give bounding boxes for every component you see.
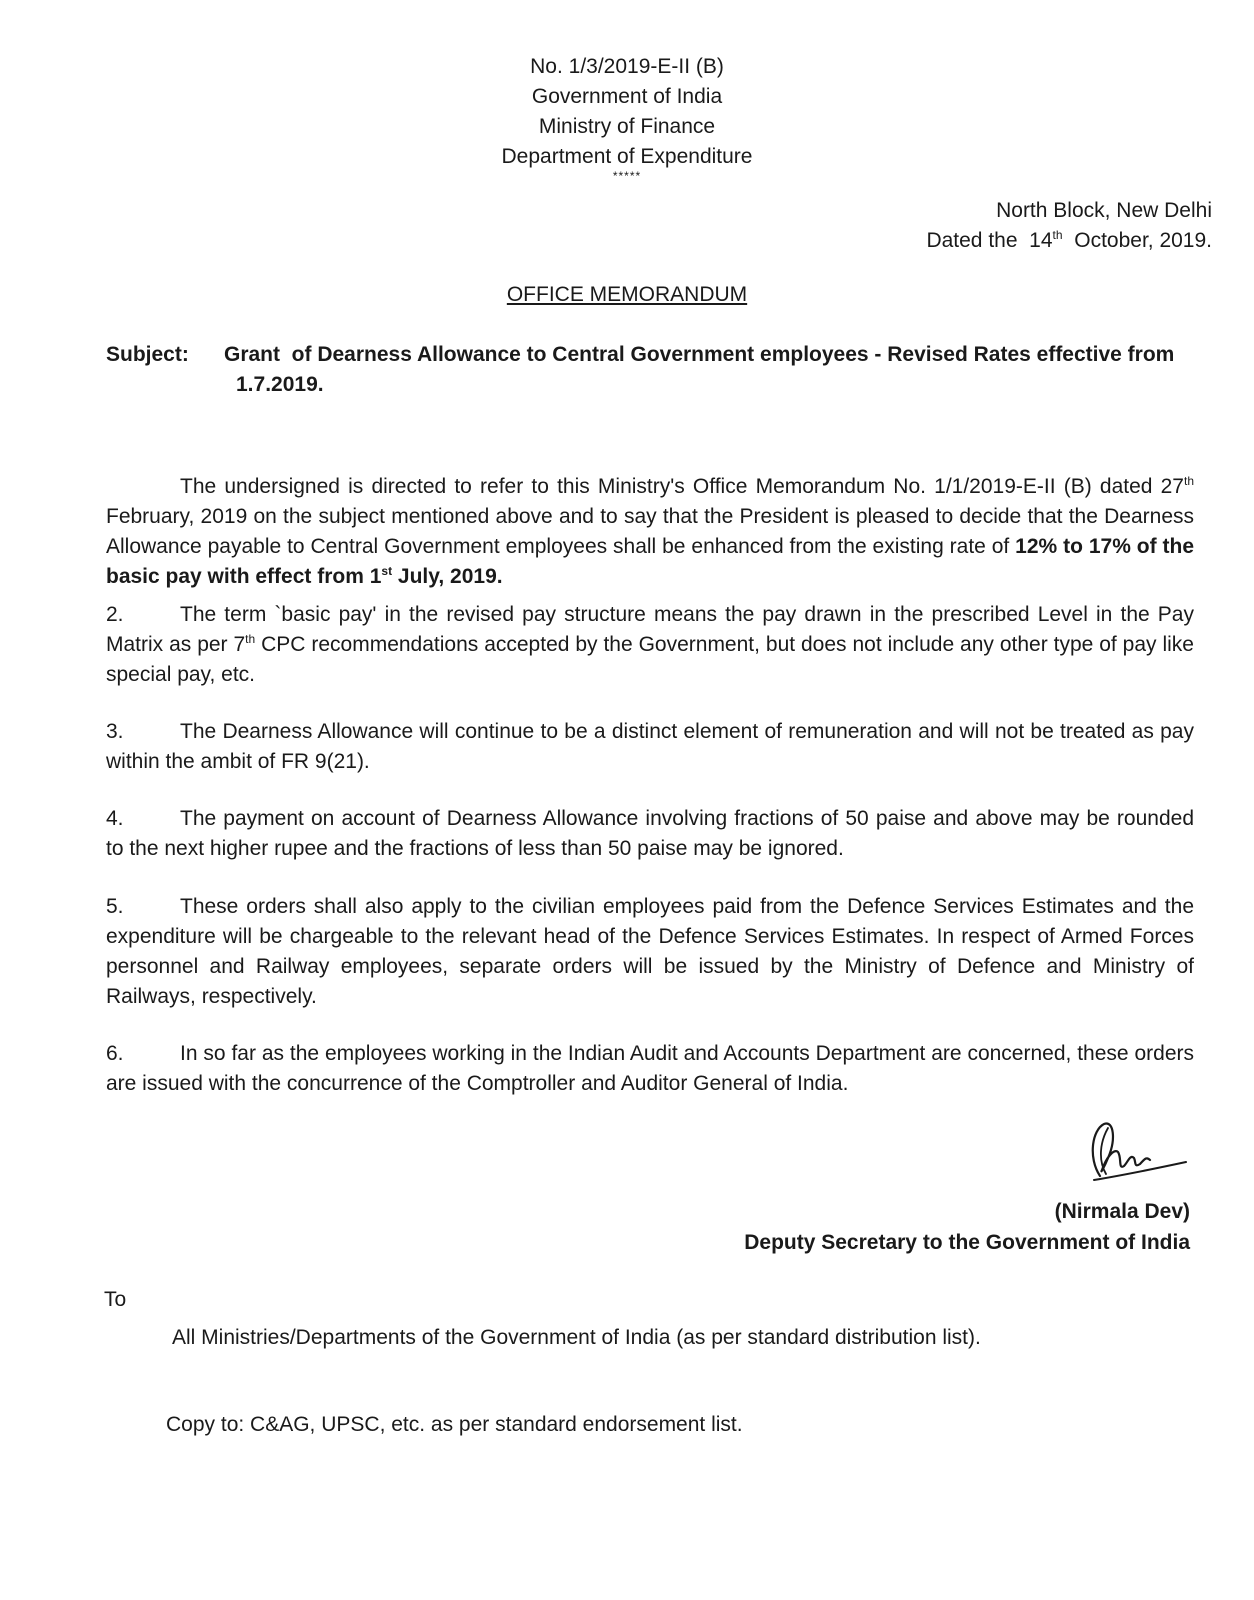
paragraph-2-part1: The term `basic pay' in the revised pay structure means the pay drawn in the prescribed Level in the Pay Matrix as per 7: [106, 603, 1194, 656]
government-name: Government of India: [531, 85, 723, 108]
paragraph-6: [106, 1039, 1194, 1099]
paragraph-1: [106, 472, 1194, 592]
paragraph-4: [106, 804, 1194, 864]
paragraph-2: [106, 600, 1194, 690]
recipients-list: All Ministries/Departments of the Government of India (as per standard distribution list).: [172, 1326, 981, 1349]
date-prefix: Dated the 14: [926, 229, 1053, 252]
memo-date: [926, 226, 1212, 256]
signature: [1078, 1118, 1198, 1190]
date-suffix: th: [1052, 228, 1063, 242]
paragraph-6-text: In so far as the employees working in the Indian Audit and Accounts Department are concerned, these orders are issued with the concurrence of the Comptroller and Auditor General of India.: [106, 1042, 1194, 1095]
paragraph-6-number: 6.: [106, 1042, 124, 1065]
department-name: Department of Expenditure: [501, 145, 753, 168]
paragraph-3: [106, 717, 1194, 777]
paragraph-5-text: These orders shall also apply to the civilian employees paid from the Defence Services Estimates and the expenditure will be chargeable to the relevant head of the Defence Services Estimates. In respect of Armed Forces personnel and Railway employees, separate orders will be issued by the Ministry of Defence and Ministry of Railways, respectively.: [106, 895, 1194, 1008]
paragraph-2-sup: th: [245, 632, 256, 646]
paragraph-5: [106, 892, 1194, 1012]
signatory-name: (Nirmala Dev): [1054, 1200, 1190, 1223]
date-rest: October, 2019.: [1062, 229, 1212, 252]
paragraph-3-number: 3.: [106, 720, 124, 743]
paragraph-5-number: 5.: [106, 895, 124, 918]
subject-block: [106, 340, 1196, 400]
memo-number: No. 1/3/2019-E-II (B): [530, 55, 724, 78]
signatory-designation: Deputy Secretary to the Government of India: [744, 1231, 1190, 1254]
paragraph-1-bold1: 12% to 17% of the basic pay with effect from 1: [106, 535, 1194, 588]
paragraph-1-sup2: st: [381, 564, 393, 578]
paragraph-1-part1: The undersigned is directed to refer to this Ministry's Office Memorandum No. 1/1/2019-E-II (B) dated 27: [180, 475, 1184, 498]
subject-label: Subject:: [106, 343, 189, 366]
header-separator: *****: [612, 169, 642, 183]
place-date-block: [926, 196, 1212, 256]
signatory-block: [744, 1196, 1190, 1258]
paragraph-2-part2: CPC recommendations accepted by the Government, but does not include any other type of pay like special pay, etc.: [106, 633, 1194, 686]
paragraph-1-part2: February, 2019 on the subject mentioned above and to say that the President is pleased to decide that the Dearness Allowance payable to Central Government employees shall be enhanced from the existing rate of: [106, 505, 1194, 558]
memo-title: OFFICE MEMORANDUM: [506, 283, 748, 306]
place: North Block, New Delhi: [996, 199, 1212, 222]
paragraph-3-text: The Dearness Allowance will continue to be a distinct element of remuneration and will not be treated as pay within the ambit of FR 9(21).: [106, 720, 1194, 773]
paragraph-1-sup1: th: [1183, 474, 1194, 488]
ministry-name: Ministry of Finance: [538, 115, 716, 138]
paragraph-2-number: 2.: [106, 603, 124, 626]
subject-text: Grant of Dearness Allowance to Central Government employees - Revised Rates effective from 1.7.2019.: [224, 343, 1181, 396]
memo-header: [0, 52, 1254, 182]
paragraph-1-bold2: July, 2019.: [392, 565, 503, 588]
copy-to-line: Copy to: C&AG, UPSC, etc. as per standard endorsement list.: [166, 1413, 743, 1436]
paragraph-4-text: The payment on account of Dearness Allowance involving fractions of 50 paise and above may be rounded to the next higher rupee and the fractions of less than 50 paise may be ignored.: [106, 807, 1194, 860]
paragraph-4-number: 4.: [106, 807, 124, 830]
to-label: To: [104, 1288, 127, 1311]
